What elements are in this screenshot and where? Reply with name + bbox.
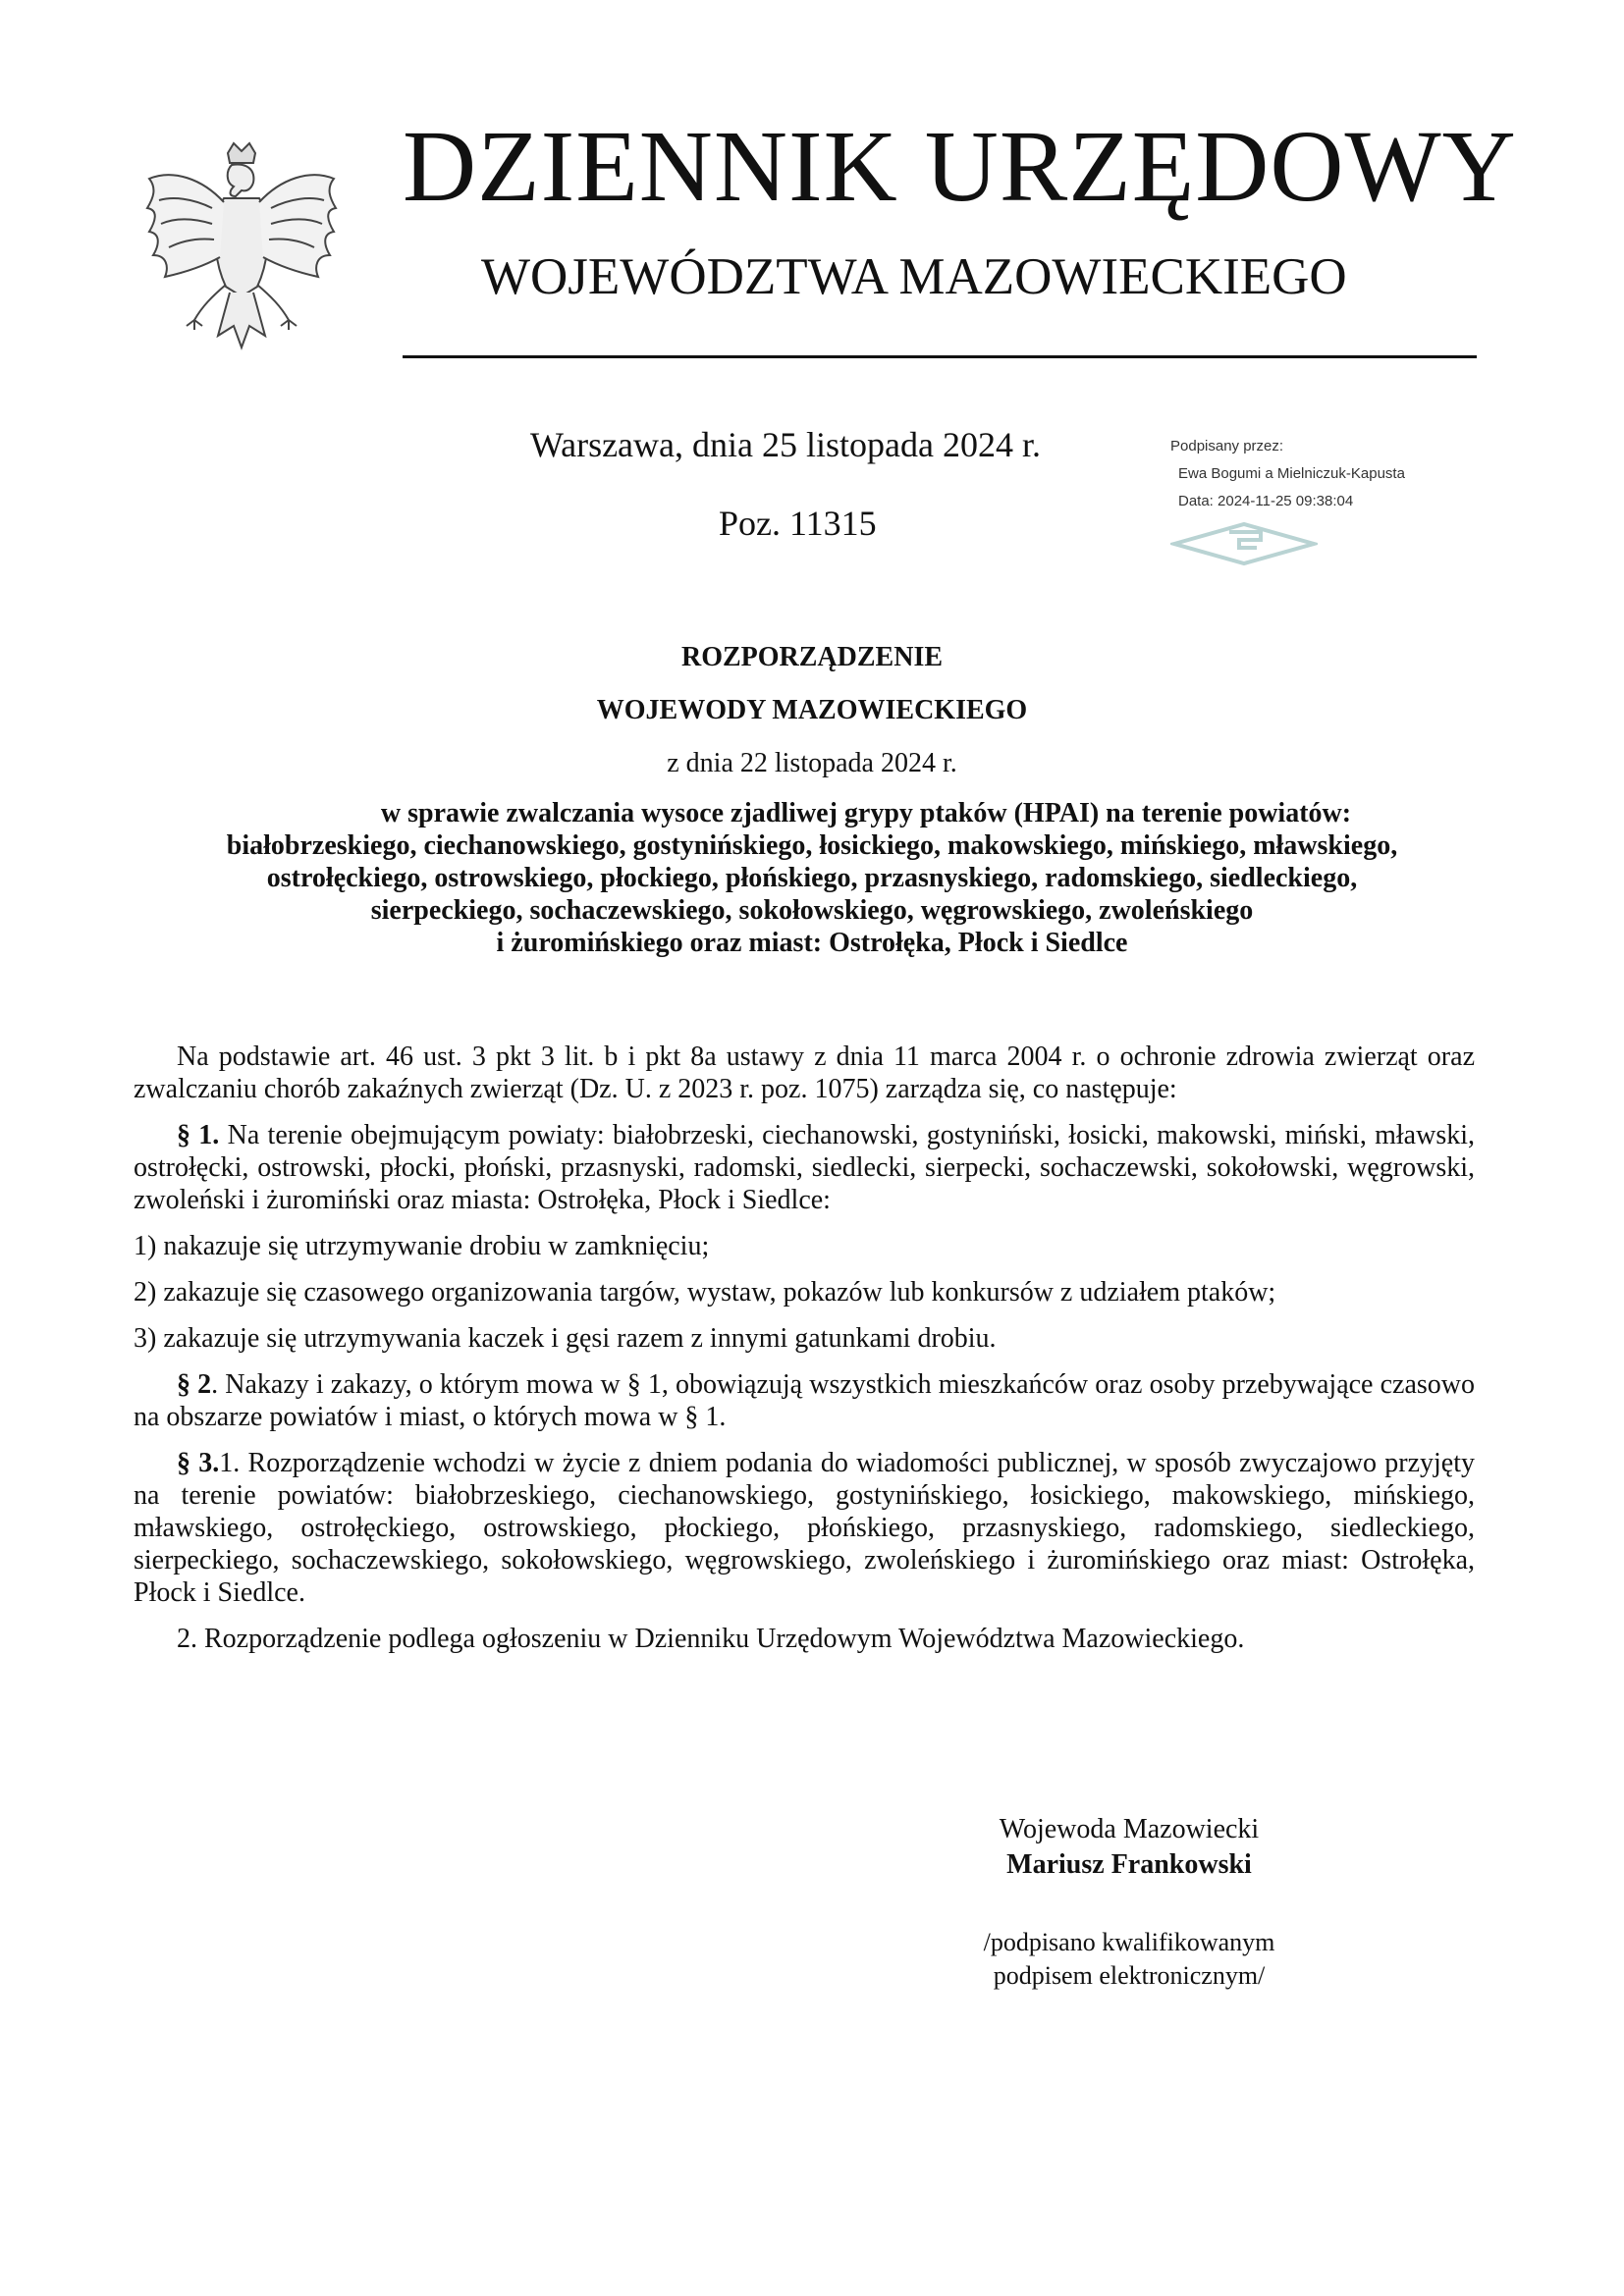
- act-title-line: sierpeckiego, sochaczewskiego, sokołowskiego, węgrowskiego, zwoleńskiego: [370, 895, 1254, 926]
- signature-note-line: podpisem elektronicznym/: [993, 1961, 1266, 1990]
- act-type: ROZPORZĄDZENIE: [680, 642, 944, 672]
- list-item: 1) nakazuje się utrzymywanie drobiu w zamknięciu;: [134, 1231, 710, 1261]
- paragraph-mark: § 3.: [177, 1448, 220, 1478]
- act-date: z dnia 22 listopada 2024 r.: [667, 748, 957, 778]
- list-item: 2) zakazuje się czasowego organizowania targów, wystaw, pokazów lub konkursów z udziałem ptaków;: [134, 1277, 1276, 1308]
- paragraph-mark: § 2: [177, 1369, 212, 1400]
- signature-date: Data: 2024-11-25 09:38:04: [1178, 493, 1354, 509]
- act-title-line: ostrołęckiego, ostrowskiego, płockiego, płońskiego, przasnyskiego, radomskiego, siedleckiego,: [266, 863, 1358, 893]
- act-title-line: i żuromińskiego oraz miast: Ostrołęka, Płock i Siedlce: [496, 928, 1128, 958]
- regulation-body: [134, 1041, 1475, 1669]
- paragraph-1: [134, 1119, 1475, 1216]
- paragraph-text: Na terenie obejmującym powiaty: białobrzeski, ciechanowski, gostyniński, łosicki, makowski, miński, mławski, ostrołęcki, ostrowski, płocki, płoński, przasnyski, radomski, siedlecki, sierpecki, sochaczewski, sokołowski, węgrowski, zwoleński i żuromiński oraz miasta: Ostrołęka, Płock i Siedlce:: [134, 1120, 1475, 1215]
- signature-note-line: /podpisano kwalifikowanym: [983, 1928, 1275, 1956]
- act-issuer: WOJEWODY MAZOWIECKIEGO: [596, 695, 1028, 725]
- signatory-name: Mariusz Frankowski: [1006, 1849, 1252, 1880]
- paragraph-3: [134, 1447, 1475, 1609]
- paragraph-mark: § 1.: [177, 1120, 220, 1150]
- journal-subtitle: WOJEWÓDZTWA MAZOWIECKIEGO: [481, 248, 1347, 305]
- act-title-line: białobrzeskiego, ciechanowskiego, gostynińskiego, łosickiego, makowskiego, mińskiego, mławskiego,: [226, 830, 1398, 861]
- act-title: [0, 797, 1624, 959]
- header-divider: [403, 355, 1477, 358]
- signature-label: Podpisany przez:: [1170, 438, 1284, 454]
- eagle-emblem-icon: [143, 139, 340, 367]
- paragraph-2: [134, 1368, 1475, 1433]
- paragraph-text: 1. Rozporządzenie wchodzi w życie z dniem podania do wiadomości publicznej, w sposób zwyczajowo przyjęty na terenie powiatów: białobrzeskiego, ciechanowskiego, gostynińskiego, łosickiego, makowskiego, mińskiego, mławskiego, ostrołęckiego, ostrowskiego, płockiego, płońskiego, przasnyskiego, radomskiego, siedleckiego, sierpeckiego, sochaczewskiego, sokołowskiego, węgrowskiego, zwoleńskiego i żuromińskiego oraz miast: Ostrołęka, Płock i Siedlce.: [134, 1448, 1476, 1608]
- signature-name: Ewa Bogumi a Mielniczuk-Kapusta: [1178, 465, 1405, 482]
- position-number: Poz. 11315: [719, 504, 877, 543]
- paragraph-3-point-2: 2. Rozporządzenie podlega ogłoszeniu w Dzienniku Urzędowym Województwa Mazowieckiego.: [177, 1624, 1245, 1654]
- act-title-line: w sprawie zwalczania wysoce zjadliwej grypy ptaków (HPAI) na terenie powiatów:: [380, 798, 1352, 828]
- place-date: Warszawa, dnia 25 listopada 2024 r.: [530, 425, 1041, 464]
- paragraph-text: . Nakazy i zakazy, o którym mowa w § 1, obowiązują wszystkich mieszkańców oraz osoby przebywające czasowo na obszarze powiatów i miast, o których mowa w § 1.: [134, 1369, 1476, 1432]
- journal-title: DZIENNIK URZĘDOWY: [403, 110, 1517, 223]
- signature-note: [933, 1926, 1326, 1993]
- signature-logo-icon: [1170, 518, 1318, 567]
- list-item: 3) zakazuje się utrzymywania kaczek i gęsi razem z innymi gatunkami drobiu.: [134, 1323, 997, 1354]
- digital-signature-stamp: [1166, 438, 1461, 575]
- legal-basis: Na podstawie art. 46 ust. 3 pkt 3 lit. b i pkt 8a ustawy z dnia 11 marca 2004 r. o ochronie zdrowia zwierząt oraz zwalczaniu chorób zakaźnych zwierząt (Dz. U. z 2023 r. poz. 1075) zarządza się, co następuje:: [134, 1041, 1475, 1104]
- signatory-role: Wojewoda Mazowiecki: [999, 1814, 1260, 1844]
- signatory-block: [933, 1812, 1326, 1883]
